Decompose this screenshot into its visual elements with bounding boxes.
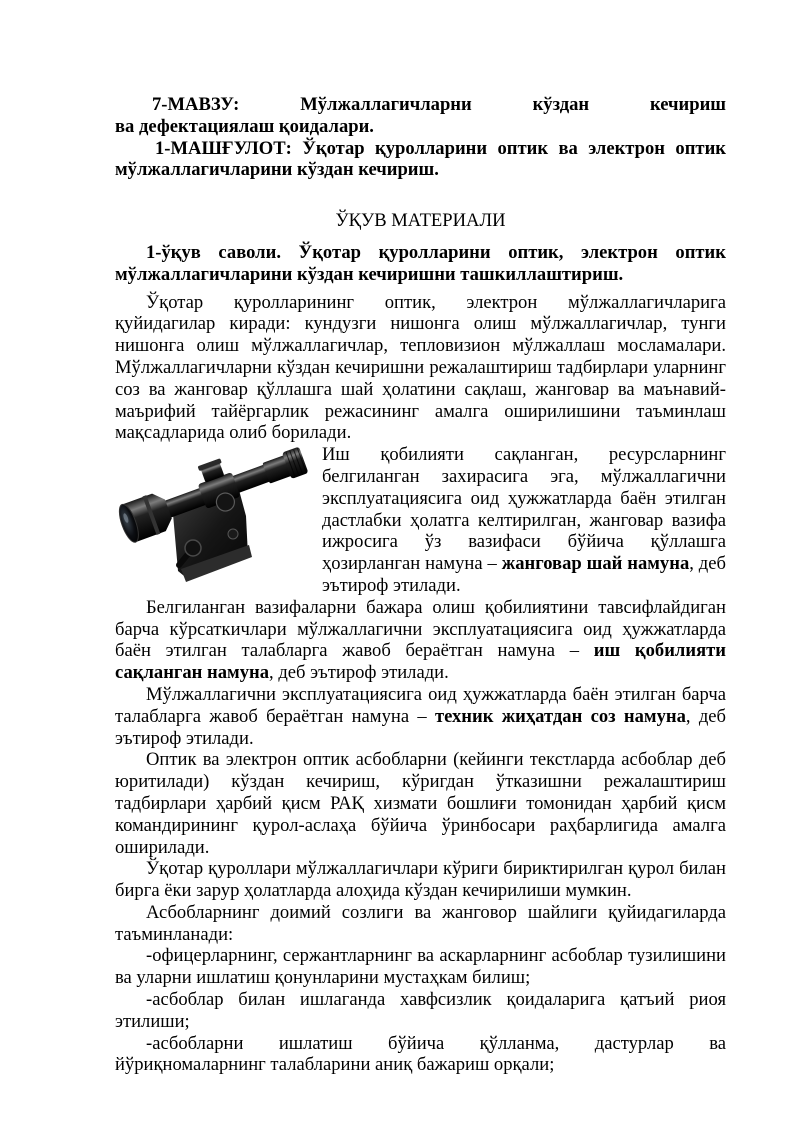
combat-ready-term: жанговар шай намуна	[501, 553, 690, 575]
paragraph-operable	[115, 597, 726, 684]
paragraph-inspection: Оптик ва электрон оптик асбобларни (кейинги текстларда асбоблар деб юритилади) кўздан кечириш, кўригдан ўтказишни режалаштириш тадбирлари ҳарбий қисм РАҚ хизмати бошлиғи томонидан ҳарбий қисм командирининг қурол-аслаҳа бўйича ўринбосари раҳбарлигида амалга оширилади.	[115, 749, 726, 858]
lesson-heading: 1-МАШҒУЛОТ: Ўқотар қуролларини оптик ва электрон оптик мўлжаллагичларини кўздан кечириш.	[115, 137, 726, 181]
topic-heading	[115, 94, 726, 138]
topic-heading-line1: 7-МАВЗУ: Мўлжаллагичларни кўздан кечириш	[152, 94, 726, 115]
list-item: -офицерларнинг, сержантларнинг ва аскарларнинг асбоблар тузилишини ва уларни ишлатиш қонунларини мустаҳкам билиш;	[115, 945, 726, 989]
rifle-scope-image	[115, 444, 311, 592]
operable-tail: , деб эътироф этилади.	[269, 662, 449, 684]
rifle-scope-illustration	[115, 444, 311, 592]
paragraph-together: Ўқотар қуроллари мўлжаллагичлари кўриги бириктирилган қурол билан бирга ёки зарур ҳолатларда алоҳида кўздан кечирилиши мумкин.	[115, 858, 726, 902]
serviceable-term: техник жиҳатдан соз намуна	[434, 705, 686, 727]
list-item: -асбобларни ишлатиш бўйича қўлланма, дастурлар ва йўриқномаларнинг талабларини аниқ бажариш орқали;	[115, 1032, 726, 1076]
topic-heading-line2: ва дефектациялаш қоидалари.	[115, 115, 374, 137]
combat-ready-definition: Иш қобилияти сақланган, ресурсларнинг белгиланган захирасига эга, мўлжаллагични эксплуатациясига оид ҳужжатларда баён этилган дастлабки ҳолатга келтирилган, жанговар вазифа ижросига ўз вазифаси бўйича қўллашга ҳозирланган намуна –	[322, 444, 726, 575]
section-title: ЎҚУВ МАТЕРИАЛИ	[335, 210, 506, 232]
serviceable-tail: , деб эътироф этилади.	[115, 705, 726, 749]
combat-ready-tail: , деб эътироф этилади.	[322, 553, 726, 596]
paragraph-serviceable	[115, 684, 726, 749]
paragraph-ensured: Асбобларнинг доимий созлиги ва жанговор шайлиги қуйидагиларда таъминланади:	[115, 901, 726, 945]
operable-term: иш қобилияти сақланган намуна	[115, 640, 726, 684]
list-item: -асбоблар билан ишлаганда хавфсизлик қоидаларига қатъий риоя этилиши;	[115, 989, 726, 1032]
paragraph-scope-types: Ўқотар қуролларининг оптик, электрон мўлжаллагичларига қуйидагилар киради: кундузги нишонга олиш мўлжаллагичлар, тунги нишонга олиш мўлжаллагичлар, тепловизион мўлжаллаш мосламалари. Мўлжаллагичларни кўздан кечиришни режалаштириш тадбирлари уларнинг соз ва жанговар қўллашга шай ҳолатини сақлаш, жанговар ва маънавий-маърифий тайёргарлик режасининг амалга оширилишини таъминлаш мақсадларида олиб борилади.	[115, 291, 726, 444]
page-content	[115, 94, 726, 1076]
study-question: 1-ўқув саволи. Ўқотар қуролларини оптик, электрон оптик мўлжаллагичларини кўздан кечиришни ташкиллаштириш.	[115, 241, 726, 285]
serviceable-definition: Мўлжаллагични эксплуатациясига оид ҳужжатларда баён этилган барча талабларга жавоб бераётган намуна –	[115, 683, 726, 727]
operable-definition: Белгиланган вазифаларни бажара олиш қобилиятини тавсифлайдиган барча кўрсаткичлари мўлжаллагични эксплуатациясига оид ҳужжатларда баён этилган талабларга жавоб бераётган намуна –	[115, 596, 726, 662]
